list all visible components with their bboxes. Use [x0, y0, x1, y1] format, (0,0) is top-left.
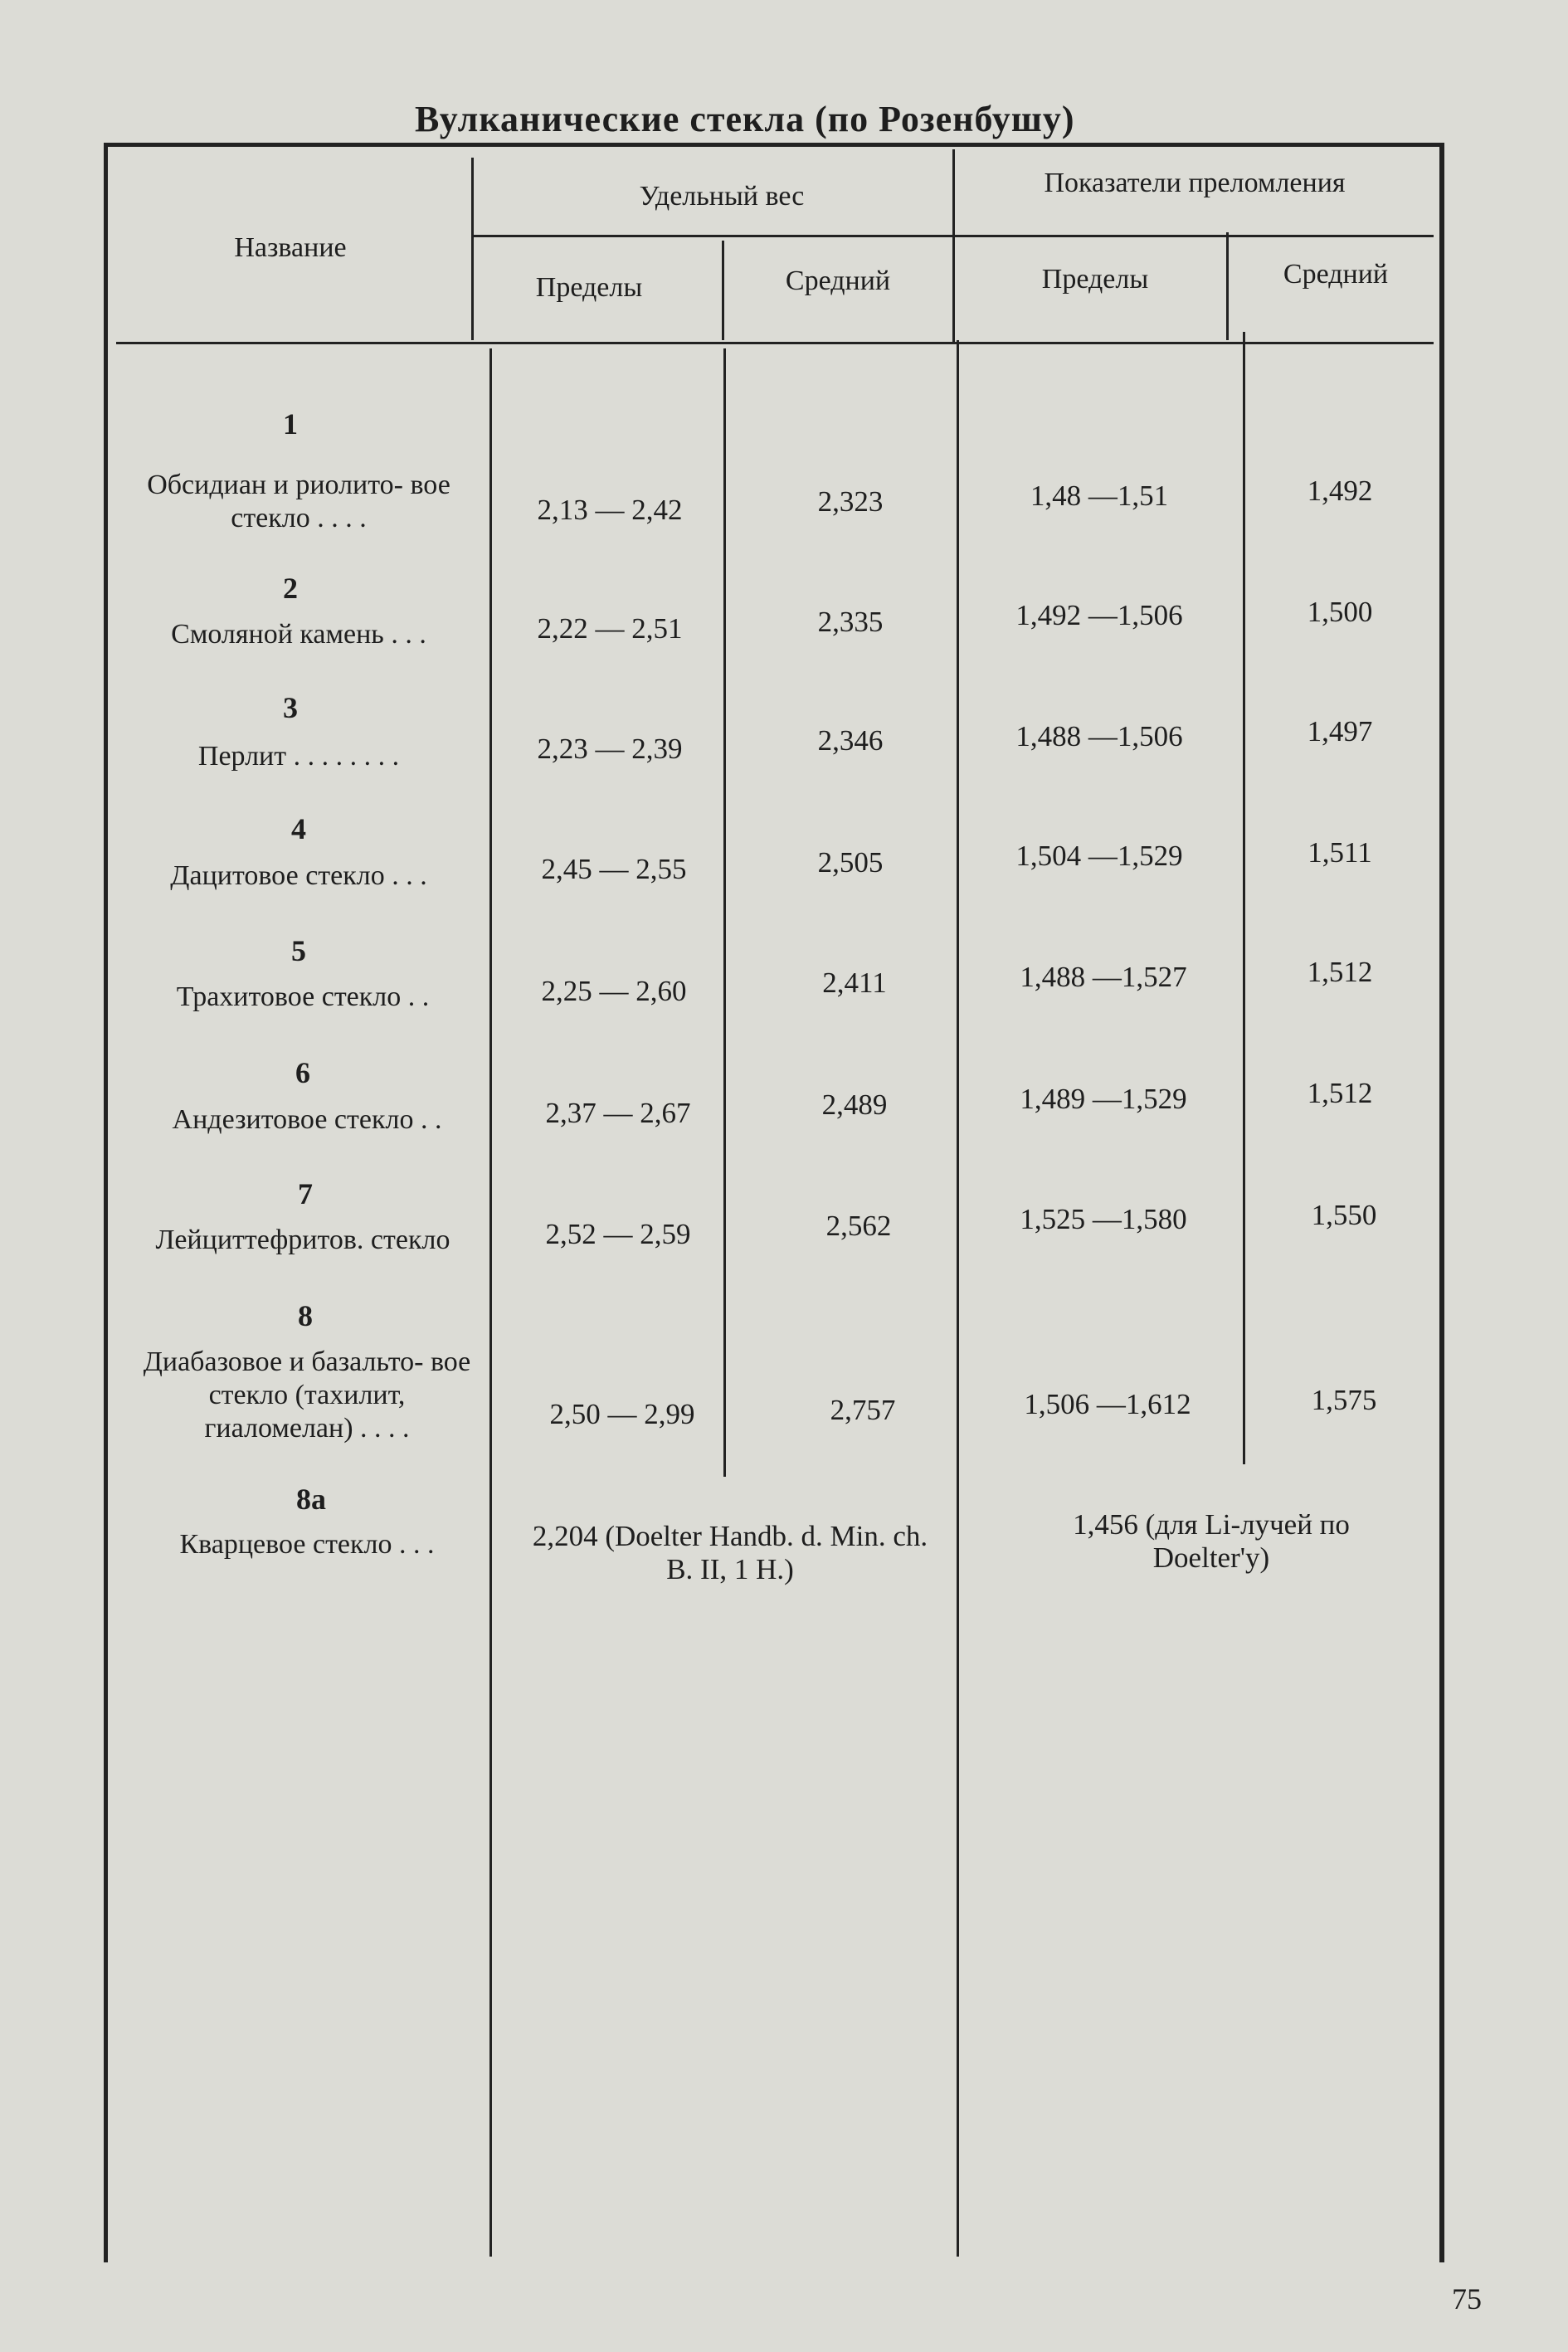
row-sg-mean: 2,757: [830, 1394, 896, 1426]
row-ri-mean: 1,497: [1307, 715, 1373, 747]
header-refractive-index: Показатели преломления: [1044, 168, 1346, 198]
row-ri-mean: 1,511: [1307, 836, 1372, 869]
row-name: Лейциттефритов. стекло: [155, 1225, 450, 1255]
row-sg-mean: 2,335: [817, 606, 884, 638]
row-name: Андезитовое стекло . .: [172, 1104, 442, 1135]
row-ri-limits: 1,504 —1,529: [1015, 840, 1183, 872]
row-ri-limits: 1,488 —1,527: [1020, 961, 1187, 993]
row-number: 1: [283, 407, 298, 441]
left-border: [104, 143, 108, 2262]
row-sg-mean: 2,323: [817, 485, 884, 518]
row-sg-limits: 2,50 — 2,99: [549, 1398, 695, 1430]
row-name: Перлит . . . . . . . .: [197, 741, 400, 772]
header-specific-gravity: Удельный вес: [639, 181, 805, 212]
row-number: 5: [291, 934, 306, 967]
header-sg-mean: Средний: [785, 265, 891, 296]
row-number: 2: [283, 572, 298, 605]
row-ri-mean: 1,550: [1311, 1199, 1377, 1231]
header-ri-limits: Пределы: [1041, 264, 1149, 295]
row-sg-limits: 2,23 — 2,39: [537, 733, 683, 765]
right-border: [1439, 143, 1444, 2262]
table-title: Вулканические стекла (по Розенбушу): [415, 99, 1075, 139]
row-ri-mean: 1,512: [1307, 956, 1373, 988]
row-sg-mean: 2,346: [817, 724, 884, 757]
row-sg-mean: 2,489: [821, 1088, 888, 1121]
row-name: Обсидиан и риолито- вое стекло . . . .: [147, 470, 450, 533]
row-sg-limits: 2,37 — 2,67: [545, 1097, 691, 1129]
header-ri-mean: Средний: [1283, 259, 1389, 290]
row-ri-limits: 1,48 —1,51: [1030, 480, 1169, 512]
row-number: 7: [298, 1177, 313, 1210]
row-ri-mean: 1,492: [1307, 475, 1373, 507]
row-sg-note: 2,204 (Doelter Handb. d. Min. ch. B. II, 1 H.): [532, 1520, 928, 1585]
row-ri-mean: 1,512: [1307, 1077, 1373, 1109]
row-sg-limits: 2,52 — 2,59: [545, 1218, 691, 1250]
row-ri-limits: 1,492 —1,506: [1015, 599, 1183, 631]
top-rule: [104, 143, 1444, 147]
row-name: Трахитовое стекло . .: [176, 981, 430, 1012]
row-sg-mean: 2,411: [822, 967, 887, 999]
col-divider-ri-body: [1243, 332, 1245, 1464]
col-divider-name: [471, 158, 474, 340]
row-ri-mean: 1,575: [1311, 1384, 1377, 1416]
col-divider-groups: [952, 149, 955, 342]
col-divider-groups-body: [957, 340, 959, 2257]
header-name: Название: [234, 232, 347, 263]
row-ri-mean: 1,500: [1307, 596, 1373, 628]
row-name: Дацитовое стекло . . .: [170, 860, 427, 891]
col-divider-ri-header: [1226, 232, 1229, 340]
col-divider-name-body: [489, 348, 492, 2257]
col-divider-sg-header: [722, 241, 724, 340]
col-divider-sg-body: [723, 348, 726, 1477]
row-number: 8: [298, 1299, 313, 1332]
row-ri-note: 1,456 (для Li-лучей по Doelter'у): [1073, 1508, 1350, 1574]
row-name: Кварцевое стекло . . .: [179, 1529, 435, 1560]
row-ri-limits: 1,489 —1,529: [1020, 1083, 1187, 1115]
page-number: 75: [1452, 2282, 1482, 2315]
row-number: 3: [283, 691, 298, 724]
row-ri-limits: 1,488 —1,506: [1015, 720, 1183, 752]
row-sg-limits: 2,25 — 2,60: [541, 975, 687, 1007]
row-number: 4: [291, 812, 306, 845]
row-sg-mean: 2,505: [817, 846, 884, 879]
row-ri-limits: 1,506 —1,612: [1024, 1388, 1191, 1420]
row-number: 6: [295, 1056, 310, 1089]
row-name: Диабазовое и базальто- вое стекло (тахилит, гиаломелан) . . . .: [143, 1346, 471, 1444]
row-sg-limits: 2,45 — 2,55: [541, 853, 687, 885]
header-sg-limits: Пределы: [535, 272, 643, 303]
row-sg-mean: 2,562: [825, 1210, 892, 1242]
row-name: Смоляной камень . . .: [171, 619, 426, 650]
row-number: 8а: [296, 1483, 326, 1516]
row-sg-limits: 2,22 — 2,51: [537, 612, 683, 645]
row-ri-limits: 1,525 —1,580: [1020, 1203, 1187, 1235]
header-bottom-rule: [116, 342, 1434, 344]
row-sg-limits: 2,13 — 2,42: [537, 494, 683, 526]
